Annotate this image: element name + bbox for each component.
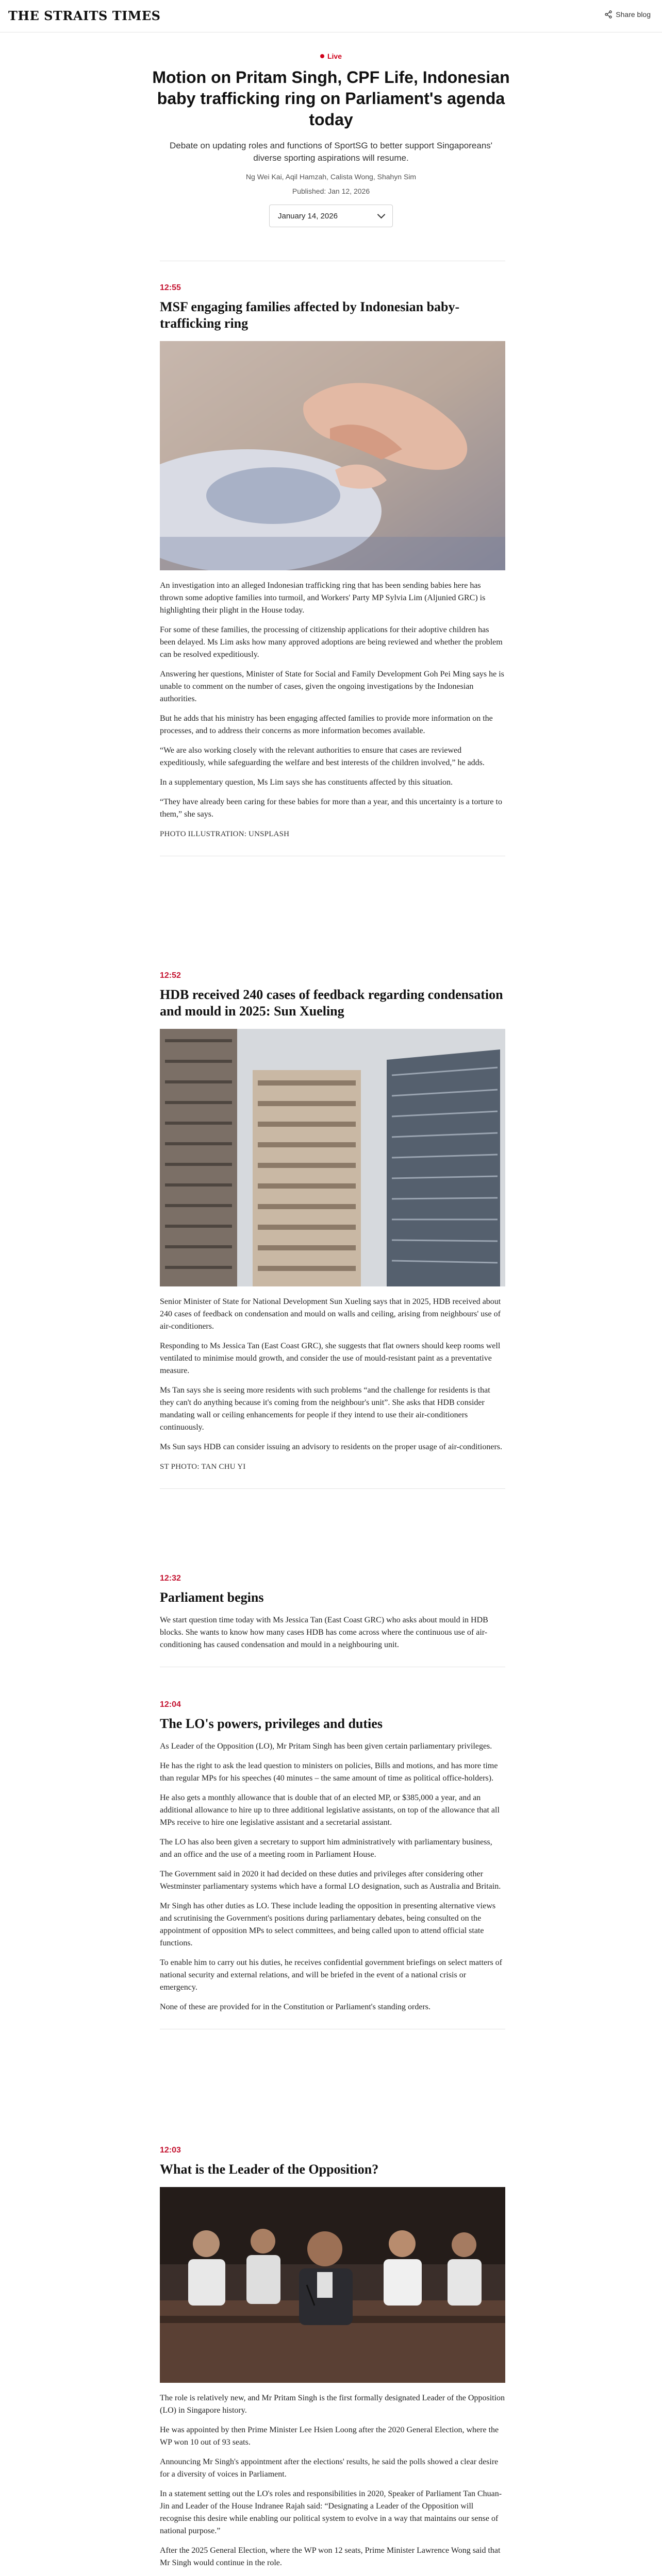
share-blog-button[interactable]: [604, 10, 651, 19]
blog-post: [160, 2146, 505, 2576]
date-select-value: January 14, 2026: [278, 211, 338, 221]
blog-post: [160, 1574, 505, 1667]
post-title: The LO's powers, privileges and duties: [160, 1716, 383, 1731]
post-paragraph: In a statement setting out the LO's roles and responsibilities in 2020, Speaker of Parliament Tan Chuan-Jin and Leader of the House Indranee Rajah said: “Designating a Leader of the Opposition will recognise this desire while enabling our political system to evolve in a way that maintains our sense of national purpose.”: [160, 2489, 502, 2535]
post-paragraph: The Government said in 2020 it had decided on these duties and privileges after considering other Westminster parliamentary systems which have a formal LO designation, such as Australia and Britain.: [160, 1870, 501, 1891]
post-title: What is the Leader of the Opposition?: [160, 2162, 379, 2177]
post-title: MSF engaging families affected by Indonesian baby-trafficking ring: [160, 299, 460, 331]
post-paragraph: He has the right to ask the lead question to ministers on policies, Bills and motions, and has more time than regular MPs for his speeches (40 minutes – the same amount of time as political office-holders).: [160, 1761, 498, 1783]
top-bar: [0, 0, 662, 32]
post-paragraph: Announcing Mr Singh's appointment after the elections' results, he said the polls showed a clear desire for a diversity of voices in Parliament.: [160, 2458, 499, 2479]
photo-credit: ST PHOTO: TAN CHU YI: [160, 1463, 246, 1471]
post-paragraph: The role is relatively new, and Mr Pritam Singh is the first formally designated Leader of the Opposition (LO) in Singapore history.: [160, 2394, 505, 2415]
post-paragraph: He was appointed by then Prime Minister Lee Hsien Loong after the 2020 General Election, where the WP won 10 out of 93 seats.: [160, 2426, 499, 2447]
parliament-photo: [160, 2187, 505, 2383]
post-paragraph: “They have already been caring for these babies for more than a year, and this uncertainty is a torture to them,” she says.: [160, 798, 502, 819]
divider: [160, 1488, 505, 1489]
post-time: 12:32: [160, 1574, 181, 1583]
share-icon: [604, 10, 613, 19]
blog-post: [160, 1700, 505, 2029]
live-badge: [320, 52, 342, 60]
byline[interactable]: Ng Wei Kai, Aqil Hamzah, Calista Wong, Shahyn Sim: [245, 173, 417, 181]
published-date: Published: Jan 12, 2026: [292, 187, 370, 195]
post-paragraph: “We are also working closely with the relevant authorities to ensure that cases are reviewed expeditiously, while safeguarding the welfare and best interests of the children involved,” he adds.: [160, 746, 485, 767]
post-paragraph: For some of these families, the processing of citizenship applications for their adoptive children has been delayed. Ms Lim asks how many approved adoptions are being reviewed and whether the problem can be resolved expeditiously.: [160, 625, 503, 659]
standfirst: Debate on updating roles and functions of SportSG to better support Singaporeans' diverse sporting aspirations will resume.: [169, 141, 493, 163]
post-paragraph: Ms Tan says she is seeing more residents with such problems “and the challenge for residents is that they can't do anything because it's coming from the neighbour's unit”. She asks that HDB consider mandating wall or ceiling enhancements for people if they intend to use their air-conditioners continuously.: [160, 1386, 490, 1432]
post-paragraph: After the 2025 General Election, where the WP won 12 seats, Prime Minister Lawrence Wong said that Mr Singh would continue in the role.: [160, 2546, 501, 2567]
post-paragraph: He also gets a monthly allowance that is double that of an elected MP, or $385,000 a year, and an additional allowance to hire up to three additional legislative assistants, on top of the allowance that all MPs receive to hire one legislative assistant and a secretarial assistant.: [160, 1793, 500, 1827]
baby-photo: [160, 341, 505, 570]
post-title: HDB received 240 cases of feedback regarding condensation and mould in 2025: Sun Xueling: [160, 987, 503, 1019]
post-paragraph: To enable him to carry out his duties, he receives confidential government briefings on select matters of national security and external relations, and will be briefed in the event of a national crisis or emergency.: [160, 1958, 502, 1992]
post-paragraph: Answering her questions, Minister of State for Social and Family Development Goh Pei Ming says he is unable to comment on the number of cases, given the ongoing investigations by the Indonesian authorities.: [160, 670, 504, 703]
share-blog-label: Share blog: [616, 10, 651, 19]
post-time: 12:04: [160, 1700, 181, 1709]
post-title: Parliament begins: [160, 1590, 264, 1605]
post-time: 12:03: [160, 2146, 181, 2155]
post-paragraph: Senior Minister of State for National Development Sun Xueling says that in 2025, HDB received about 240 cases of feedback on condensation and mould on walls and ceiling, arising from neighbours' use of air-conditioners.: [160, 1297, 501, 1331]
post-paragraph: As Leader of the Opposition (LO), Mr Pritam Singh has been given certain parliamentary privileges.: [160, 1742, 492, 1751]
masthead-logo[interactable]: THE STRAITS TIMES: [8, 8, 161, 23]
date-select[interactable]: [269, 205, 393, 227]
article-header: [0, 52, 662, 227]
photo-credit: PHOTO ILLUSTRATION: UNSPLASH: [160, 830, 290, 838]
blog-post: [160, 283, 505, 856]
post-paragraph: In a supplementary question, Ms Lim says she has constituents affected by this situation.: [160, 778, 453, 787]
live-dot-icon: [320, 54, 324, 58]
hdb-blocks-photo: [160, 1029, 505, 1286]
post-paragraph: We start question time today with Ms Jessica Tan (East Coast GRC) who asks about mould in HDB blocks. She wants to know how many cases HDB has come across where the continuous use of air-conditioning has caused condensation and mould in a neighbouring unit.: [160, 1616, 488, 1649]
post-paragraph: An investigation into an alleged Indonesian trafficking ring that has been sending babies here has thrown some adoptive families into turmoil, and Workers' Party MP Sylvia Lim (Aljunied GRC) is highlighting their plight in the House today.: [160, 581, 486, 615]
post-paragraph: None of these are provided for in the Constitution or Parliament's standing orders.: [160, 2003, 431, 2011]
live-label: Live: [327, 52, 342, 60]
page-title: Motion on Pritam Singh, CPF Life, Indonesian baby trafficking ring on Parliament's agenda today: [152, 68, 510, 129]
post-time: 12:55: [160, 283, 181, 292]
post-paragraph: Responding to Ms Jessica Tan (East Coast GRC), she suggests that flat owners should keep rooms well ventilated to minimise mould growth, and consider the use of mould-resistant paint as a preventative measure.: [160, 1342, 501, 1375]
post-paragraph: But he adds that his ministry has been engaging affected families to provide more information on the processes, and to address their concerns as more information becomes available.: [160, 714, 493, 735]
blog-post: [160, 971, 505, 1489]
post-paragraph: Ms Sun says HDB can consider issuing an advisory to residents on the proper usage of air-conditioners.: [160, 1443, 502, 1451]
post-time: 12:52: [160, 971, 181, 980]
post-paragraph: The LO has also been given a secretary to support him administratively with parliamentary business, and an office and the use of a meeting room in Parliament House.: [160, 1838, 492, 1859]
post-paragraph: Mr Singh has other duties as LO. These include leading the opposition in presenting alternative views and scrutinising the Government's positions during parliamentary debates, being consulted on the appointment of opposition MPs to select committees, and being called upon to attend official state functions.: [160, 1902, 496, 1947]
chevron-down-icon: [377, 211, 386, 219]
